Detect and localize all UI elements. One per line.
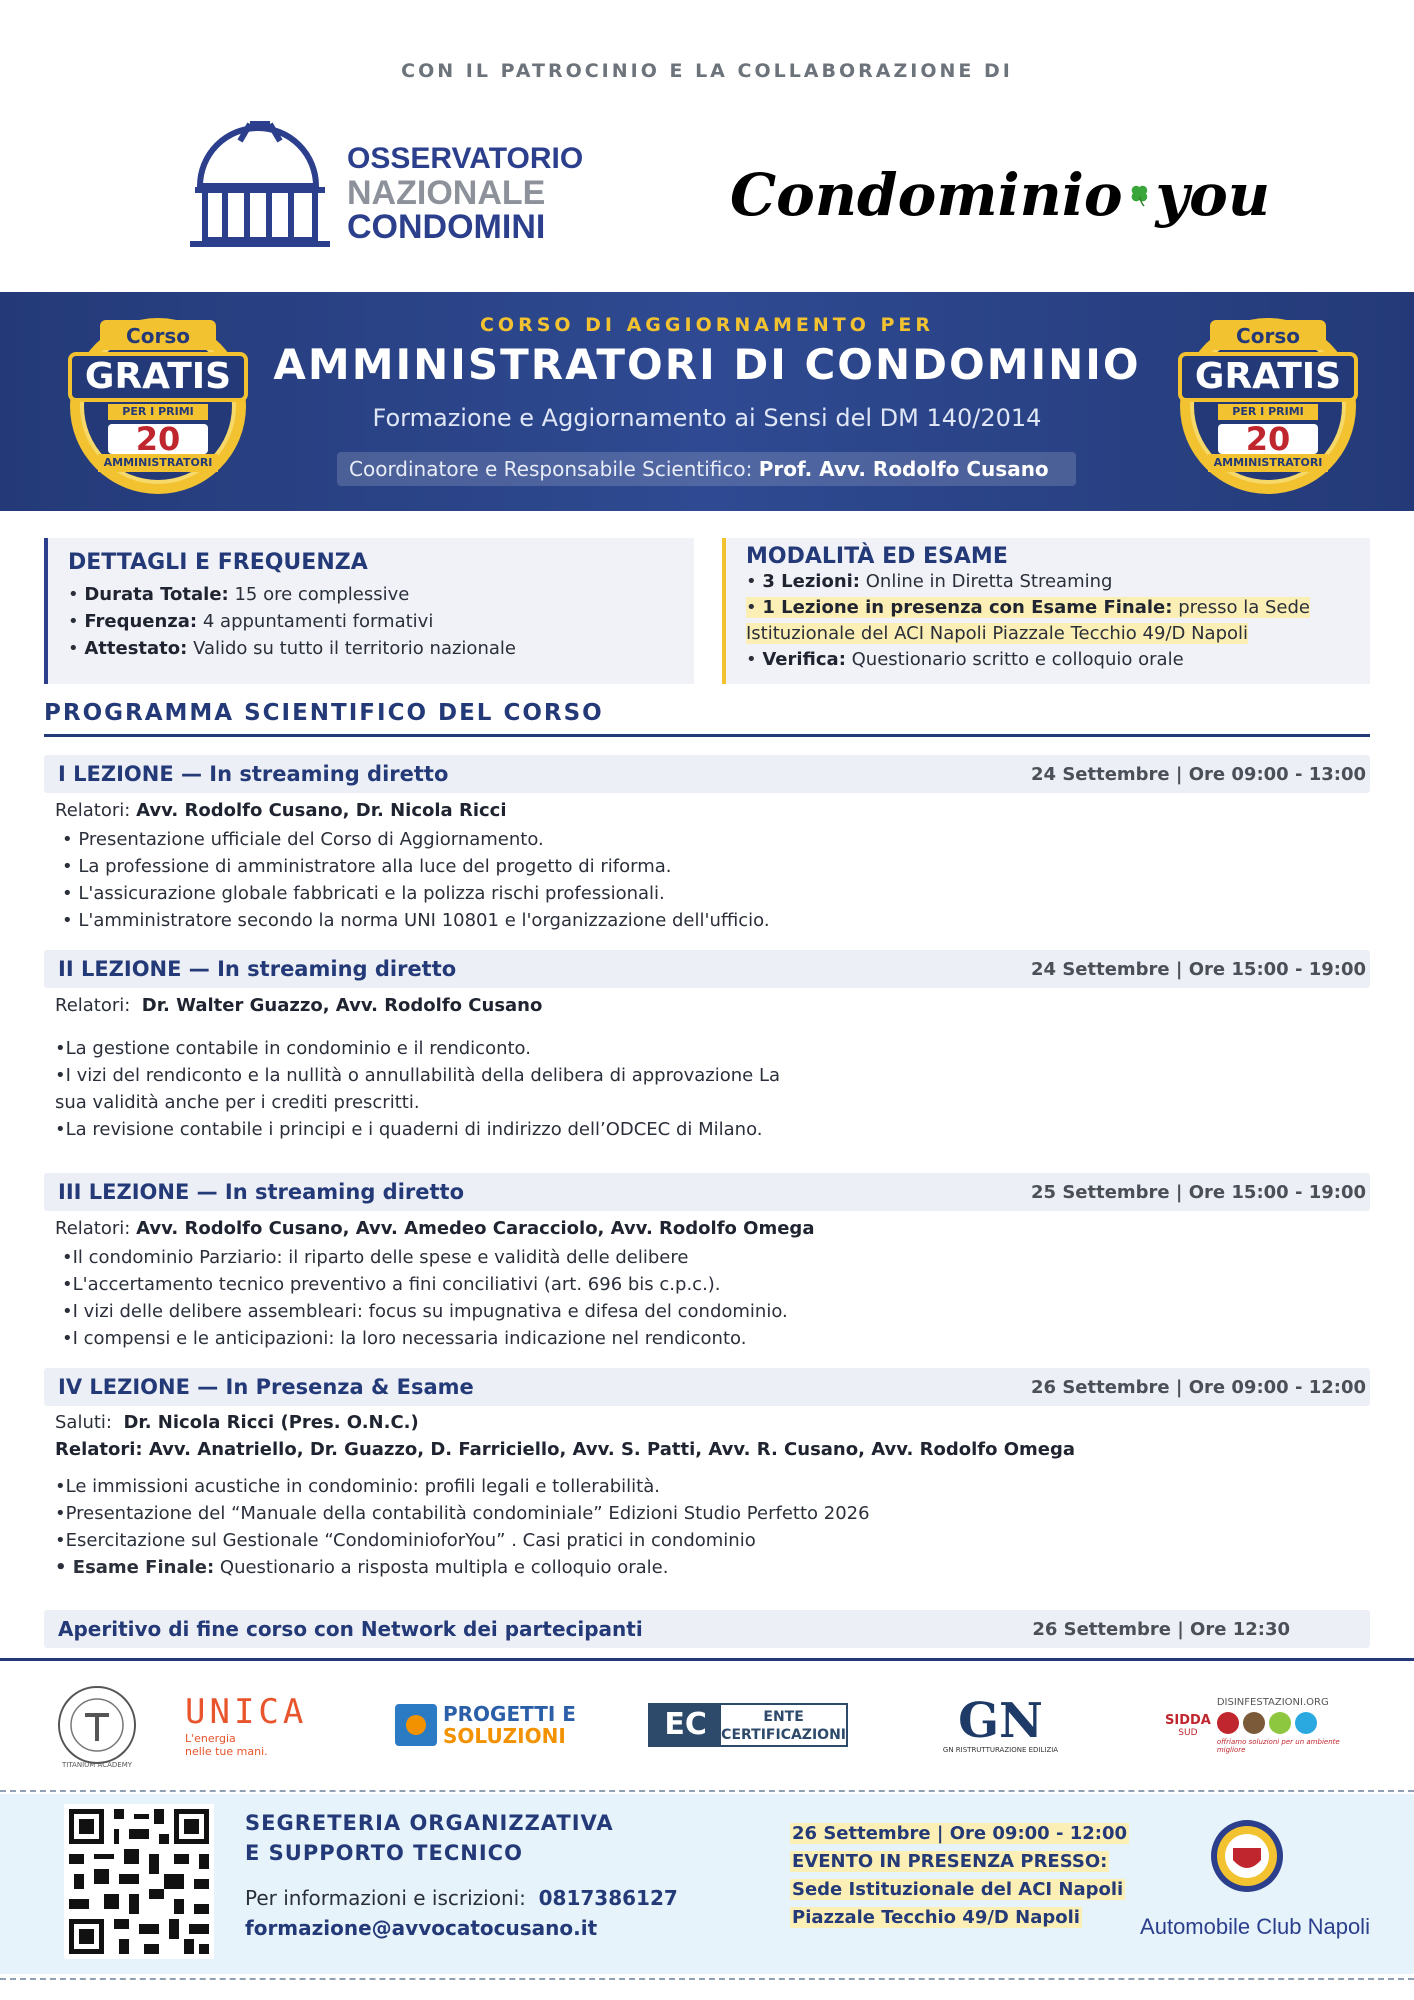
event-line: Piazzale Tecchio 49/D Napoli: [792, 1907, 1080, 1928]
badge-number: 20: [135, 420, 181, 458]
detail-value: 4 appuntamenti formativi: [202, 611, 434, 632]
lezione-name: II LEZIONE — In streaming diretto: [58, 957, 457, 981]
lezione-3-bullets: [62, 1244, 788, 1352]
programma-divider: [44, 734, 1370, 737]
list-item: •Le immissioni acustiche in condominio: profili legali e tollerabilità.: [55, 1476, 660, 1497]
contact-info: [245, 1886, 678, 1910]
detail-frequency: • Frequenza: 4 appuntamenti formativi: [68, 611, 434, 632]
modalita-verifica: • Verifica: Questionario scritto e colloquio orale: [746, 649, 1184, 670]
event-line: Sede Istituzionale del ACI Napoli: [792, 1879, 1124, 1900]
list-item: •Esercitazione sul Gestionale “CondominioforYou” . Casi pratici in condominio: [55, 1530, 756, 1551]
details-title: DETTAGLI E FREQUENZA: [68, 550, 368, 575]
partners-divider: [0, 1658, 1414, 1661]
onc-line-2: NAZIONALE: [347, 174, 546, 212]
contact-label: Per informazioni e iscrizioni:: [245, 1886, 526, 1910]
banner-subtitle: Formazione e Aggiornamento ai Sensi del DM 140/2014: [372, 404, 1042, 432]
lezione-3-relatori: [55, 1218, 814, 1239]
onc-logo: [185, 116, 605, 251]
aperitivo-date: 26 Settembre | Ore 12:30: [1032, 1619, 1290, 1640]
modalita-value: Questionario scritto e colloquio orale: [851, 649, 1184, 670]
list-item: •L'accertamento tecnico preventivo a fini conciliativi (art. 696 bis c.p.c.).: [62, 1274, 721, 1295]
lezione-2-relatori: [55, 995, 542, 1016]
cyou-left-text: Condominio: [730, 161, 1123, 229]
aci-napoli-name: Automobile Club Napoli: [1140, 1914, 1370, 1939]
modalita-label: 1 Lezione in presenza con Esame Finale:: [762, 597, 1173, 618]
saluti-names: Dr. Nicola Ricci (Pres. O.N.C.): [123, 1412, 419, 1433]
course-banner: [0, 292, 1414, 511]
segreteria-title: [245, 1808, 614, 1868]
coordinator-bar: [337, 452, 1076, 486]
modalita-value: Istituzionale del ACI Napoli Piazzale Tecchio 49/D Napoli: [746, 623, 1249, 644]
detail-label: Attestato:: [84, 638, 188, 659]
observatory-icon: [185, 116, 335, 251]
exam-value: Questionario a risposta multipla e colloquio orale.: [219, 1557, 669, 1578]
list-item: •Il condominio Parziario: il riparto delle spese e validità delle delibere: [62, 1247, 689, 1268]
gn-subtitle: GN RISTRUTTURAZIONE EDILIZIA: [942, 1746, 1059, 1754]
puzzle-icon: [393, 1702, 439, 1748]
gn-mark: GN: [958, 1693, 1043, 1749]
unica-name: UNICA: [185, 1692, 308, 1732]
titanium-seal-icon: [55, 1683, 139, 1767]
list-item: • Presentazione ufficiale del Corso di Aggiornamento.: [62, 829, 544, 850]
lezione-4-relatori: [55, 1439, 1075, 1460]
modalita-online: • 3 Lezioni: Online in Diretta Streaming: [746, 571, 1113, 592]
exam-label: • Esame Finale:: [55, 1557, 215, 1578]
detail-value: Valido su tutto il territorio nazionale: [193, 638, 516, 659]
relatori-label: Relatori:: [55, 800, 131, 821]
list-item: •La gestione contabile in condominio e il rendiconto.: [55, 1038, 531, 1059]
cyou-right-text: you: [1155, 161, 1270, 229]
detail-certificate: • Attestato: Valido su tutto il territorio nazionale: [68, 638, 516, 659]
leaf-icon: [1269, 1712, 1291, 1734]
onc-line-3: CONDOMINI: [347, 208, 546, 246]
email-link[interactable]: formazione@avvocatocusano.it: [245, 1916, 598, 1940]
footer-top-dashed-line: [0, 1790, 1414, 1792]
lezione-1-relatori: [55, 800, 507, 821]
ladybug-icon: [1217, 1712, 1239, 1734]
list-item: • La professione di amministratore alla luce del progetto di riforma.: [62, 856, 672, 877]
badge-ribbon-text: PER I PRIMI: [122, 405, 194, 418]
list-item: •La revisione contabile i principi e i quaderni di indirizzo dell’ODCEC di Milano.: [55, 1119, 763, 1140]
event-line: EVENTO IN PRESENZA PRESSO:: [792, 1851, 1108, 1872]
saluti-label: Saluti:: [55, 1412, 112, 1433]
pest-icons: [1217, 1712, 1350, 1734]
banner-title: AMMINISTRATORI DI CONDOMINIO: [273, 340, 1141, 389]
ec-mark: EC: [650, 1705, 721, 1745]
lezione-date: 26 Settembre | Ore 09:00 - 12:00: [1031, 1377, 1366, 1398]
list-item: •I compensi e le anticipazioni: la loro necessaria indicazione nel rendiconto.: [62, 1328, 747, 1349]
rodent-icon: [1243, 1712, 1265, 1734]
modalita-value: Online in Diretta Streaming: [865, 571, 1113, 592]
relatori-names: Dr. Walter Guazzo, Avv. Rodolfo Cusano: [141, 995, 543, 1016]
gratis-badge-right: [1168, 314, 1368, 494]
relatori-names: Relatori: Avv. Anatriello, Dr. Guazzo, D. Farriciello, Avv. S. Patti, Avv. R. Cusano, Avv. Rodolfo Omega: [55, 1439, 1076, 1460]
patronage-caption: CON IL PATROCINIO E LA COLLABORAZIONE DI: [401, 60, 1013, 82]
detail-value: 15 ore complessive: [234, 584, 410, 605]
footer: [0, 1794, 1414, 1974]
list-item: • L'amministratore secondo la norma UNI 10801 e l'organizzazione dell'ufficio.: [62, 910, 770, 931]
list-item-exam: [55, 1554, 870, 1581]
certificazioni-text: CERTIFICAZIONI: [721, 1727, 846, 1743]
event-info: [790, 1820, 1129, 1932]
badge-top-text: Corso: [1236, 324, 1300, 348]
qr-code[interactable]: [64, 1804, 214, 1959]
detail-duration: • Durata Totale: 15 ore complessive: [68, 584, 410, 605]
lezione-4-bullets: [55, 1473, 870, 1581]
unica-tagline-1: L'energia: [185, 1732, 236, 1745]
coordinator-label: Coordinatore e Responsabile Scientifico:: [349, 457, 753, 481]
phone-number[interactable]: 0817386127: [538, 1886, 678, 1910]
disinfestazioni-tagline: offriamo soluzioni per un ambiente migliore: [1216, 1737, 1340, 1754]
detail-label: Frequenza:: [84, 611, 198, 632]
sidda-mark: SIDDA: [1165, 1712, 1211, 1728]
badge-bottom-text: AMMINISTRATORI: [1213, 456, 1323, 469]
list-item: •I vizi del rendiconto e la nullità o annullabilità della delibera di approvazione La: [55, 1065, 781, 1086]
details-box: [44, 538, 694, 684]
ente-certificazioni-logo: [648, 1685, 848, 1765]
coordinator-name: Prof. Avv. Rodolfo Cusano: [758, 457, 1049, 481]
unica-logo: [185, 1685, 325, 1765]
segreteria-title-line: E SUPPORTO TECNICO: [245, 1841, 523, 1865]
badge-main-text: GRATIS: [84, 356, 232, 397]
badge-ribbon-text: PER I PRIMI: [1232, 405, 1304, 418]
lezione-4-saluti: [55, 1412, 419, 1433]
lezione-date: 24 Settembre | Ore 15:00 - 19:00: [1031, 959, 1366, 980]
modalita-presence-cont: [746, 621, 1350, 647]
banner-kicker: CORSO DI AGGIORNAMENTO PER: [479, 314, 935, 336]
modalita-value: presso la Sede: [1178, 597, 1310, 618]
unica-tagline-2: nelle tue mani.: [185, 1745, 268, 1758]
badge-top-text: Corso: [126, 324, 190, 348]
lezione-2-bullets: [55, 1035, 780, 1143]
four-leaf-clover-icon: [1127, 160, 1152, 230]
badge-number: 20: [1245, 420, 1291, 458]
aperitivo-name: Aperitivo di fine corso con Network dei partecipanti: [58, 1617, 643, 1641]
progetti-text: PROGETTI E: [443, 1702, 576, 1726]
programma-title: PROGRAMMA SCIENTIFICO DEL CORSO: [44, 700, 604, 726]
lezione-date: 25 Settembre | Ore 15:00 - 19:00: [1031, 1182, 1366, 1203]
sidda-sub: SUD: [1178, 1727, 1198, 1738]
list-item: sua validità anche per i crediti prescritti.: [55, 1092, 420, 1113]
relatori-label: Relatori:: [55, 995, 131, 1016]
relatori-names: Avv. Rodolfo Cusano, Dr. Nicola Ricci: [136, 800, 507, 821]
condominioyou-logo: [730, 150, 1270, 240]
modalita-box: [722, 538, 1370, 684]
lezione-3-header: [44, 1173, 1370, 1211]
aci-napoli-emblem-icon: [1207, 1816, 1287, 1896]
sidda-disinfestazioni-logo: [1165, 1685, 1350, 1765]
lezione-name: I LEZIONE — In streaming diretto: [58, 762, 449, 786]
lezione-date: 24 Settembre | Ore 09:00 - 13:00: [1031, 764, 1366, 785]
progetti-soluzioni-logo: [393, 1685, 578, 1765]
list-item: • L'assicurazione globale fabbricati e la polizza rischi professionali.: [62, 883, 665, 904]
titanium-logo: [55, 1685, 140, 1769]
modalita-label: 3 Lezioni:: [762, 571, 861, 592]
modalita-presence: • 1 Lezione in presenza con Esame Finale: presso la Sede: [746, 597, 1310, 618]
titanium-name: TITANIUM ACADEMY: [61, 1761, 133, 1769]
relatori-label: Relatori:: [55, 1218, 131, 1239]
modalita-title: MODALITÀ ED ESAME: [746, 544, 1008, 569]
gn-ristrutturazione-logo: [928, 1685, 1073, 1765]
badge-main-text: GRATIS: [1194, 356, 1342, 397]
badge-bottom-text: AMMINISTRATORI: [103, 456, 213, 469]
lezione-1-header: [44, 755, 1370, 793]
list-item: •Presentazione del “Manuale della contabilità condominiale” Edizioni Studio Perfetto 2026: [55, 1503, 870, 1524]
event-line: 26 Settembre | Ore 09:00 - 12:00: [792, 1823, 1127, 1844]
list-item: •I vizi delle delibere assembleari: focus su impugnativa e difesa del condominio.: [62, 1301, 788, 1322]
lezione-4-header: [44, 1368, 1370, 1406]
modalita-label: Verifica:: [762, 649, 846, 670]
lezione-name: IV LEZIONE — In Presenza & Esame: [58, 1375, 474, 1399]
footer-bottom-dashed-line: [0, 1978, 1414, 1980]
lezione-1-bullets: [62, 826, 770, 934]
water-icon: [1295, 1712, 1317, 1734]
disinfestazioni-text: DISINFESTAZIONI.ORG: [1216, 1696, 1329, 1708]
detail-label: Durata Totale:: [84, 584, 229, 605]
segreteria-title-line: SEGRETERIA ORGANIZZATIVA: [245, 1811, 614, 1835]
qr-code-icon: [64, 1804, 214, 1959]
soluzioni-text: SOLUZIONI: [443, 1724, 566, 1748]
lezione-name: III LEZIONE — In streaming diretto: [58, 1180, 465, 1204]
relatori-names: Avv. Rodolfo Cusano, Avv. Amedeo Caracciolo, Avv. Rodolfo Omega: [136, 1218, 815, 1239]
aperitivo-header: [44, 1610, 1370, 1648]
lezione-2-header: [44, 950, 1370, 988]
ente-text: ENTE: [763, 1709, 804, 1725]
onc-line-1: OSSERVATORIO: [347, 142, 584, 175]
